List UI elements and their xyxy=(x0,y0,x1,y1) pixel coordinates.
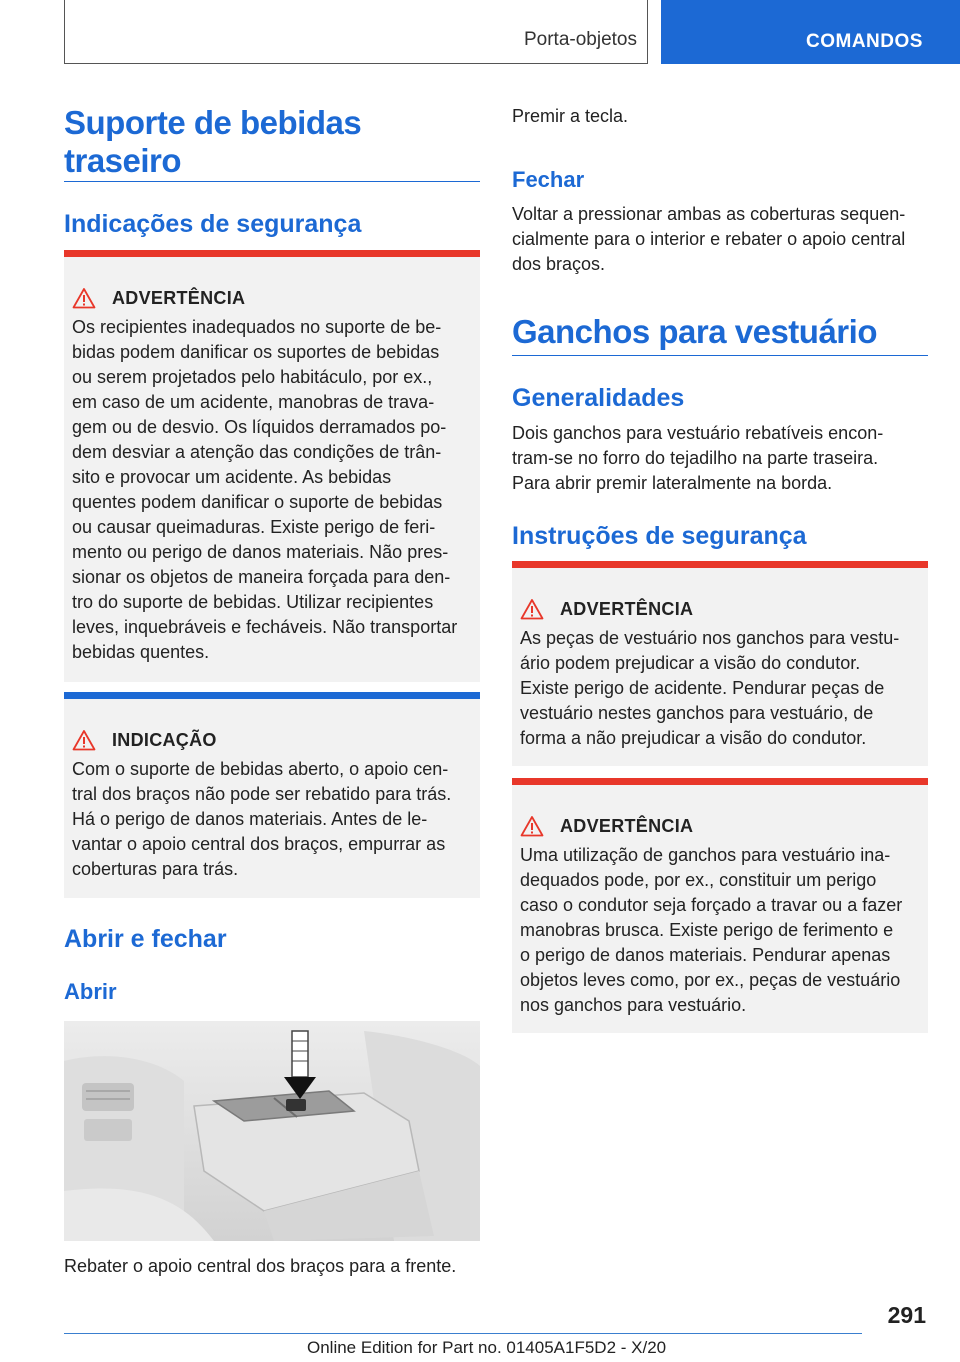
notice-line: coberturas para trás. xyxy=(72,859,239,879)
close-heading: Fechar xyxy=(512,167,585,192)
warning-triangle-icon xyxy=(72,729,96,751)
warning-line: dequados pode, por ex., constituir um perigo xyxy=(520,870,877,890)
close-paragraph xyxy=(512,202,928,277)
armrest-illustration xyxy=(64,1021,480,1241)
warning-line: bebidas quentes. xyxy=(72,642,210,662)
close-line: Voltar a pressionar ambas as coberturas sequen- xyxy=(512,204,906,224)
general-line: Para abrir premir lateralmente na borda. xyxy=(512,473,833,493)
notice-line: Há o perigo de danos materiais. Antes de le- xyxy=(72,809,428,829)
warning-line: leves, inquebráveis e fecháveis. Não transportar xyxy=(72,617,458,637)
title-divider xyxy=(64,181,480,182)
safety-heading: Indicações de segurança xyxy=(64,210,362,238)
warning-line: objetos leves como, por ex., peças de vestuário xyxy=(520,970,901,990)
header-section-box xyxy=(64,0,648,64)
warning-line: Existe perigo de acidente. Pendurar peças de xyxy=(520,678,885,698)
footer-divider xyxy=(64,1333,862,1334)
warning-line: manobras brusca. Existe perigo de ferimento e xyxy=(520,920,894,940)
notice-line: tral dos braços não pode ser rebatido para trás. xyxy=(72,784,452,804)
open-heading: Abrir xyxy=(64,979,117,1004)
general-line: tram-se no forro do tejadilho na parte traseira. xyxy=(512,448,879,468)
notice-title: INDICAÇÃO xyxy=(112,729,217,750)
footer-edition: Online Edition for Part no. 01405A1F5D2 - X/20 xyxy=(307,1338,667,1357)
section-title-clothes-hooks: Ganchos para vestuário xyxy=(512,313,877,350)
header-section-title: Porta-objetos xyxy=(523,29,637,50)
section-title-line: traseiro xyxy=(64,142,182,179)
warning-body xyxy=(520,626,922,751)
warning-triangle-icon xyxy=(520,815,544,837)
warning-line: bidas podem danificar os suportes de bebidas xyxy=(72,342,440,362)
warning-header xyxy=(520,813,693,839)
warning-box xyxy=(512,778,928,1033)
page-number: 291 xyxy=(887,1302,926,1328)
warning-header xyxy=(520,596,693,622)
warning-line: nos ganchos para vestuário. xyxy=(520,995,747,1015)
warning-body xyxy=(72,315,474,665)
press-text: Premir a tecla. xyxy=(512,106,629,126)
open-close-heading: Abrir e fechar xyxy=(64,925,227,953)
warning-header xyxy=(72,285,245,311)
warning-line: tro do suporte de bebidas. Utilizar recipientes xyxy=(72,592,434,612)
general-line: Dois ganchos para vestuário rebatíveis encon- xyxy=(512,423,884,443)
notice-header xyxy=(72,727,217,753)
warning-line: forma a não prejudicar a visão do condutor. xyxy=(520,728,867,748)
general-heading: Generalidades xyxy=(512,384,685,412)
armrest-photo xyxy=(64,1021,480,1241)
warning-line: dem desviar a atenção das condições de trân- xyxy=(72,442,442,462)
warning-line: mento ou perigo de danos materiais. Não pres- xyxy=(72,542,449,562)
section-title-line: Suporte de bebidas xyxy=(64,104,362,141)
warning-title: ADVERTÊNCIA xyxy=(560,598,694,619)
warning-line: quentes podem danificar o suporte de bebidas xyxy=(72,492,443,512)
warning-box xyxy=(64,250,480,682)
warning-line: sionar os objetos de maneira forçada para den- xyxy=(72,567,451,587)
notice-box xyxy=(64,692,480,898)
warning-line: Uma utilização de ganchos para vestuário ina- xyxy=(520,845,891,865)
warning-title: ADVERTÊNCIA xyxy=(112,287,246,308)
title-divider xyxy=(512,355,928,356)
safety-instructions-heading: Instruções de segurança xyxy=(512,522,807,550)
close-line: cialmente para o interior e rebater o apoio central xyxy=(512,229,906,249)
header-chapter-tab xyxy=(661,0,960,64)
warning-title: ADVERTÊNCIA xyxy=(560,815,694,836)
warning-line: Os recipientes inadequados no suporte de be- xyxy=(72,317,442,337)
notice-line: Com o suporte de bebidas aberto, o apoio cen- xyxy=(72,759,449,779)
photo-caption: Rebater o apoio central dos braços para a frente. xyxy=(64,1256,457,1276)
general-paragraph xyxy=(512,421,928,496)
close-line: dos braços. xyxy=(512,254,606,274)
warning-line: em caso de um acidente, manobras de trava- xyxy=(72,392,435,412)
warning-line: ou serem projetados pelo habitáculo, por ex., xyxy=(72,367,433,387)
warning-line: As peças de vestuário nos ganchos para vestu- xyxy=(520,628,900,648)
warning-body xyxy=(520,843,922,1018)
warning-triangle-icon xyxy=(520,598,544,620)
warning-line: ário podem prejudicar a visão do condutor. xyxy=(520,653,861,673)
warning-line: o perigo de danos materiais. Pendurar apenas xyxy=(520,945,891,965)
notice-line: vantar o apoio central dos braços, empurrar as xyxy=(72,834,446,854)
section-title-cup-holder xyxy=(64,104,361,180)
notice-body xyxy=(72,757,474,882)
warning-line: gem ou de desvio. Os líquidos derramados po- xyxy=(72,417,447,437)
warning-line: caso o condutor seja forçado a travar ou a fazer xyxy=(520,895,903,915)
warning-line: vestuário nestes ganchos para vestuário, de xyxy=(520,703,874,723)
header-chapter-title: COMANDOS xyxy=(806,31,923,52)
warning-line: ou causar queimaduras. Existe perigo de feri- xyxy=(72,517,436,537)
warning-line: sito e provocar um acidente. As bebidas xyxy=(72,467,392,487)
warning-box xyxy=(512,561,928,766)
warning-triangle-icon xyxy=(72,287,96,309)
